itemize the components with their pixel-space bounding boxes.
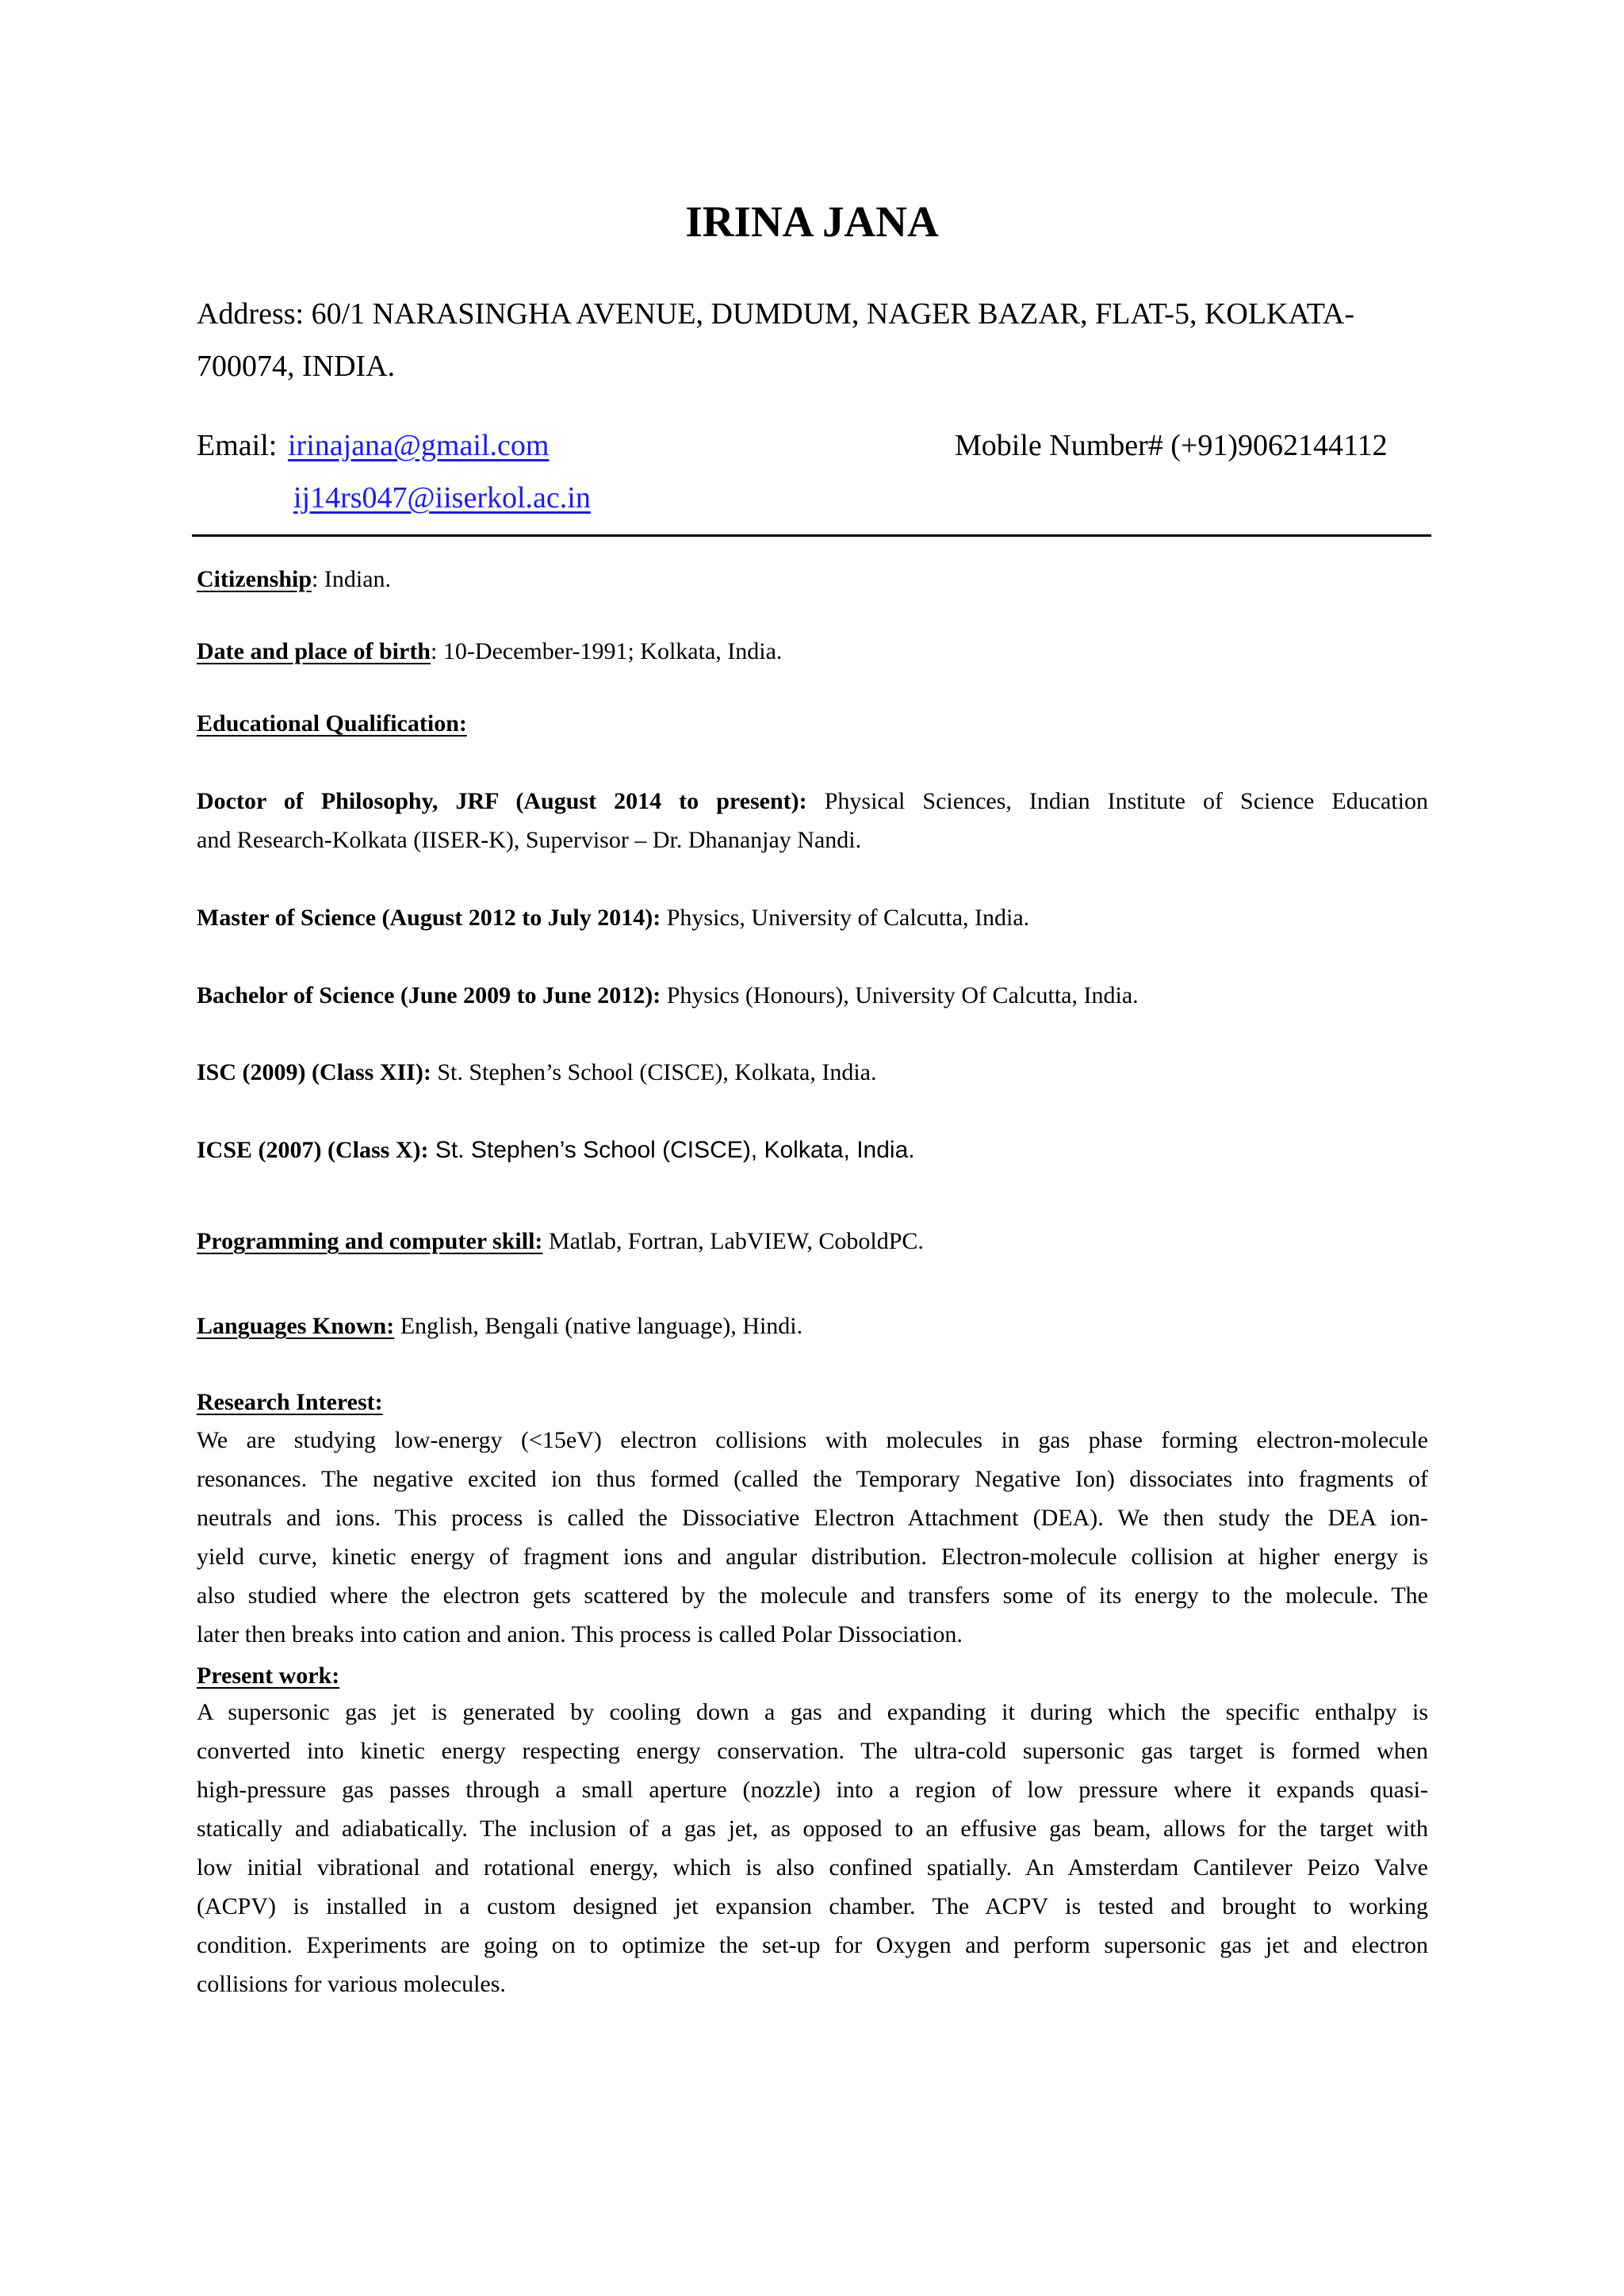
phd-entry-line-1 xyxy=(197,788,1428,815)
dob-value: : 10-December-1991; Kolkata, India. xyxy=(431,638,783,664)
isc-label: ISC (2009) (Class XII): xyxy=(197,1059,431,1085)
cv-name-title: IRINA JANA xyxy=(685,197,939,246)
bsc-label: Bachelor of Science (June 2009 to June 2012): xyxy=(197,982,661,1008)
icse-entry xyxy=(197,1137,915,1164)
phd-entry-line-2: and Research-Kolkata (IISER-K), Supervisor – Dr. Dhananjay Nandi. xyxy=(197,827,862,853)
email-label: Email: xyxy=(197,429,278,462)
present-work-line: collisions for various molecules. xyxy=(197,1971,506,1997)
mobile-number: Mobile Number# (+91)9062144112 xyxy=(955,429,1388,462)
programming-label: Programming and computer skill: xyxy=(197,1228,543,1254)
present-work-line: high-pressure gas passes through a small aperture (nozzle) into a region of low pressure where it expands quasi- xyxy=(197,1777,1428,1803)
dob-row xyxy=(197,638,782,665)
dob-label: Date and place of birth xyxy=(197,638,431,664)
citizenship-label: Citizenship xyxy=(197,566,312,592)
present-work-line: converted into kinetic energy respecting energy conservation. The ultra-cold supersonic gas target is formed when xyxy=(197,1738,1428,1764)
phd-text-1: Physical Sciences, Indian Institute of Science Education xyxy=(806,788,1428,814)
languages-text: English, Bengali (native language), Hindi. xyxy=(394,1313,803,1339)
present-work-heading: Present work: xyxy=(197,1663,340,1689)
education-heading: Educational Qualification: xyxy=(197,710,467,737)
programming-text: Matlab, Fortran, LabVIEW, CoboldPC. xyxy=(542,1228,924,1254)
bsc-text: Physics (Honours), University Of Calcutta, India. xyxy=(661,982,1139,1008)
present-work-line: condition. Experiments are going on to optimize the set-up for Oxygen and perform supersonic gas jet and electron xyxy=(197,1932,1428,1958)
address-line-1: Address: 60/1 NARASINGHA AVENUE, DUMDUM, NAGER BAZAR, FLAT-5, KOLKATA- xyxy=(197,297,1354,331)
present-work-line: statically and adiabatically. The inclusion of a gas jet, as opposed to an effusive gas beam, allows for the target with xyxy=(197,1816,1428,1842)
research-line: yield curve, kinetic energy of fragment ions and angular distribution. Electron-molecule collision at higher energy is xyxy=(197,1544,1428,1570)
address-line-2: 700074, INDIA. xyxy=(197,350,396,383)
languages-label: Languages Known: xyxy=(197,1313,395,1339)
research-line: We are studying low-energy (<15eV) electron collisions with molecules in gas phase forming electron-molecule xyxy=(197,1427,1428,1453)
icse-text: St. Stephen’s School (CISCE), Kolkata, India. xyxy=(428,1137,915,1163)
email-primary-link[interactable]: irinajana@gmail.com xyxy=(288,429,550,462)
present-work-line: (ACPV) is installed in a custom designed jet expansion chamber. The ACPV is tested and brought to working xyxy=(197,1893,1428,1919)
bsc-entry xyxy=(197,982,1139,1009)
isc-text: St. Stephen’s School (CISCE), Kolkata, India. xyxy=(431,1059,877,1085)
phd-label: Doctor of Philosophy, JRF (August 2014 to present): xyxy=(197,788,807,814)
msc-label: Master of Science (August 2012 to July 2014): xyxy=(197,905,661,931)
research-line: resonances. The negative excited ion thus formed (called the Temporary Negative Ion) dissociates into fragments of xyxy=(197,1466,1428,1492)
research-line: also studied where the electron gets scattered by the molecule and transfers some of its energy to the molecule. The xyxy=(197,1582,1428,1609)
isc-entry xyxy=(197,1059,876,1086)
programming-row xyxy=(197,1228,924,1255)
msc-entry xyxy=(197,905,1029,932)
present-work-line: low initial vibrational and rotational energy, which is also confined spatially. An Amsterdam Cantilever Peizo Valve xyxy=(197,1854,1428,1881)
languages-row xyxy=(197,1313,802,1340)
research-interest-heading: Research Interest: xyxy=(197,1389,383,1415)
header-divider xyxy=(192,534,1431,537)
msc-text: Physics, University of Calcutta, India. xyxy=(661,905,1030,931)
research-line: neutrals and ions. This process is called the Dissociative Electron Attachment (DEA). We then study the DEA ion- xyxy=(197,1505,1428,1531)
citizenship-row xyxy=(197,566,391,593)
research-line: later then breaks into cation and anion. This process is called Polar Dissociation. xyxy=(197,1621,963,1647)
present-work-line: A supersonic gas jet is generated by cooling down a gas and expanding it during which the specific enthalpy is xyxy=(197,1699,1428,1725)
citizenship-value: : Indian. xyxy=(312,566,392,592)
email-secondary-link[interactable]: ij14rs047@iiserkol.ac.in xyxy=(293,481,591,515)
icse-label: ICSE (2007) (Class X): xyxy=(197,1137,429,1163)
